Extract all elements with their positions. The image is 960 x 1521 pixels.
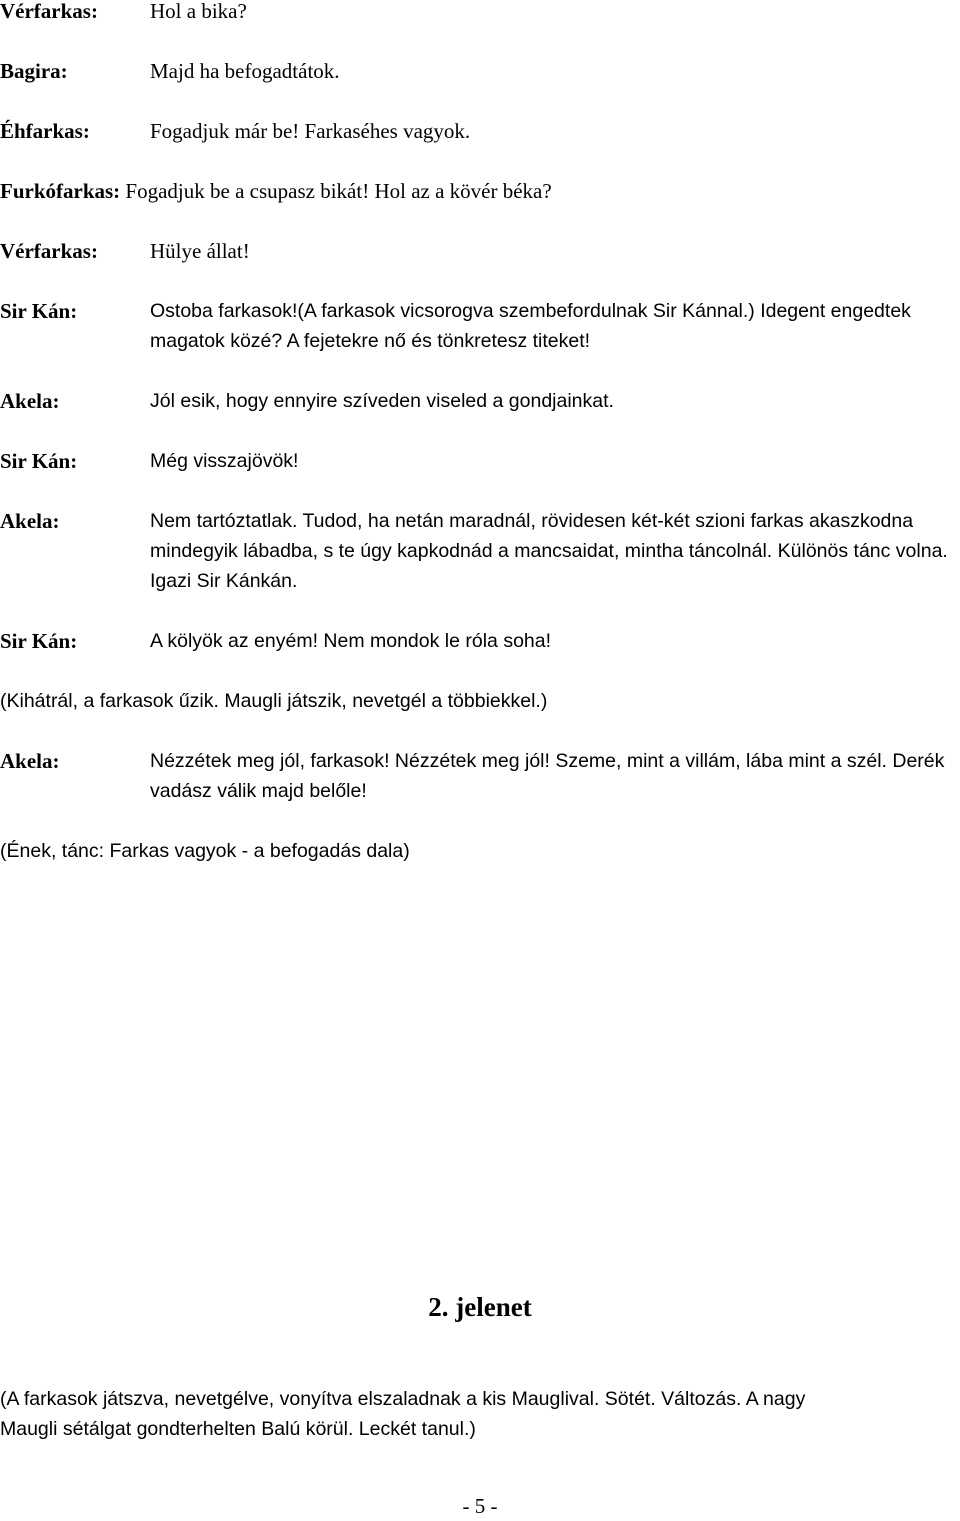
speaker-label: Sir Kán: (0, 449, 78, 473)
dialogue-line-inline (0, 176, 552, 206)
speaker-label: Vérfarkas: (0, 239, 98, 263)
speaker-label: Bagira: (0, 59, 68, 83)
speaker-label: Akela: (0, 389, 60, 413)
speech-text: Ostoba farkasok!(A farkasok vicsorogva szembefordulnak Sir Kánnal.) Idegent engedtek magatok közé? A fejetekre nő és tönkretesz titeket! (150, 300, 911, 352)
speech-text: A kölyök az enyém! Nem mondok le róla soha! (150, 630, 552, 652)
speech-text: Fogadjuk be a csupasz bikát! Hol az a kövér béka? (125, 179, 552, 203)
speaker-label: Vérfarkas: (0, 0, 98, 23)
speaker-label: Sir Kán: (0, 629, 78, 653)
page-number: - 5 - (462, 1494, 498, 1518)
speech-text: Nézzétek meg jól, farkasok! Nézzétek meg jól! Szeme, mint a villám, lába mint a szél. Derék vadász válik majd belőle! (150, 750, 945, 802)
speaker-label: Akela: (0, 509, 60, 533)
speech-text: Hülye állat! (150, 239, 250, 263)
stage-direction: (A farkasok játszva, nevetgélve, vonyítva elszaladnak a kis Mauglival. Sötét. Változás. A nagy Maugli sétálgat gondterhelten Balú körül. Leckét tanul.) (0, 1388, 806, 1440)
speech-text: Még visszajövök! (150, 450, 299, 472)
speech-text: Fogadjuk már be! Farkaséhes vagyok. (150, 119, 471, 143)
speech-text: Nem tartóztatlak. Tudod, ha netán maradnál, rövidesen két-két szioni farkas akaszkodna mindegyik lábadba, s te úgy kapkodnád a mancsaidat, mintha táncolnál. Különös tánc volna. Igazi Sir Kánkán. (150, 510, 948, 592)
scene-title: 2. jelenet (428, 1292, 532, 1322)
speaker-label: Furkófarkas: (0, 179, 121, 203)
speaker-label: Éhfarkas: (0, 119, 90, 143)
speech-text: Hol a bika? (150, 0, 247, 23)
speech-text: Majd ha befogadtátok. (150, 59, 340, 83)
speaker-label: Sir Kán: (0, 299, 78, 323)
speaker-label: Akela: (0, 749, 60, 773)
speech-text: Jól esik, hogy ennyire szíveden viseled a gondjainkat. (150, 390, 614, 412)
stage-direction: (Kihátrál, a farkasok űzik. Maugli játszik, nevetgél a többiekkel.) (0, 690, 548, 712)
stage-direction: (Ének, tánc: Farkas vagyok - a befogadás dala) (0, 840, 410, 862)
